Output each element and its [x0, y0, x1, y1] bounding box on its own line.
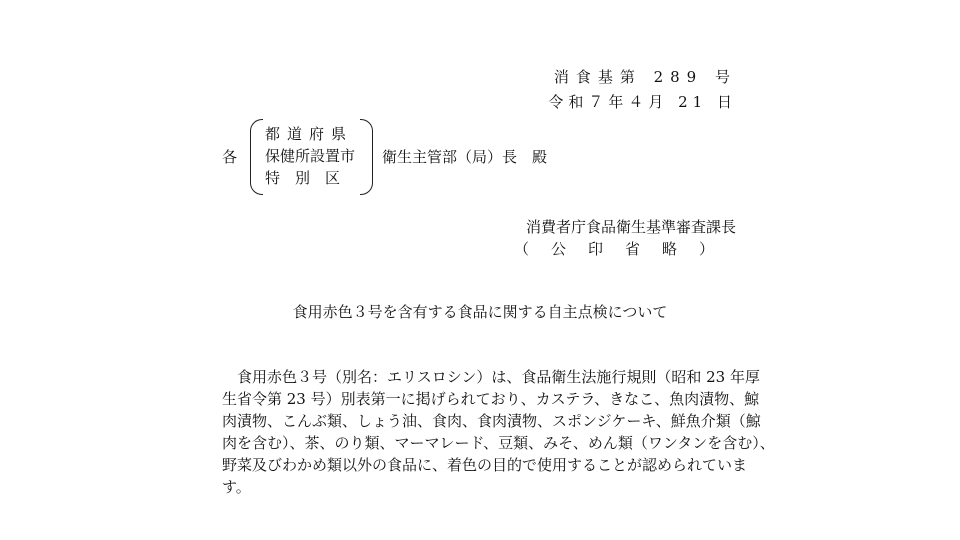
- document-number: 消食基第 289 号: [553, 68, 737, 86]
- recipient-item: 都道府県: [265, 125, 354, 143]
- body-line: 食用赤色３号（別名：エリスロシン）は、食品衛生法施行規則（昭和 23 年厚: [222, 368, 760, 386]
- body-line: 生省令第 23 号）別表第一に掲げられており、カステラ、きなこ、魚肉漬物、鯨: [222, 390, 760, 408]
- body-paragraph: [222, 366, 775, 498]
- issuer-name: 消費者庁食品衛生基準審査課長: [525, 218, 736, 236]
- recipient-item: 保健所設置市: [265, 147, 356, 165]
- right-bracket: [360, 119, 373, 195]
- recipients-block: [222, 119, 562, 194]
- document-date: 令和７年４月 21 日: [548, 93, 737, 111]
- recipients-prefix: 各: [222, 148, 238, 166]
- document-title: 食用赤色３号を含有する食品に関する自主点検について: [292, 303, 668, 321]
- body-line: 野菜及びわかめ類以外の食品に、着色の目的で使用することが認められていま: [222, 456, 748, 474]
- left-bracket: [250, 119, 263, 195]
- body-line: す。: [222, 478, 251, 496]
- body-line: 肉漬物、こんぶ類、しょう油、食肉、食肉漬物、スポンジケーキ、鮮魚介類（鯨: [222, 412, 761, 430]
- recipient-item: 特 別 区: [265, 169, 341, 187]
- body-line: 肉を含む）、茶、のり類、マーマレード、豆類、みそ、めん類（ワンタンを含む）、: [222, 434, 775, 452]
- recipients-list: [265, 123, 355, 189]
- recipients-suffix: 衛生主管部（局）長 殿: [382, 148, 548, 166]
- seal-omitted-note: （公印省略）: [513, 240, 736, 258]
